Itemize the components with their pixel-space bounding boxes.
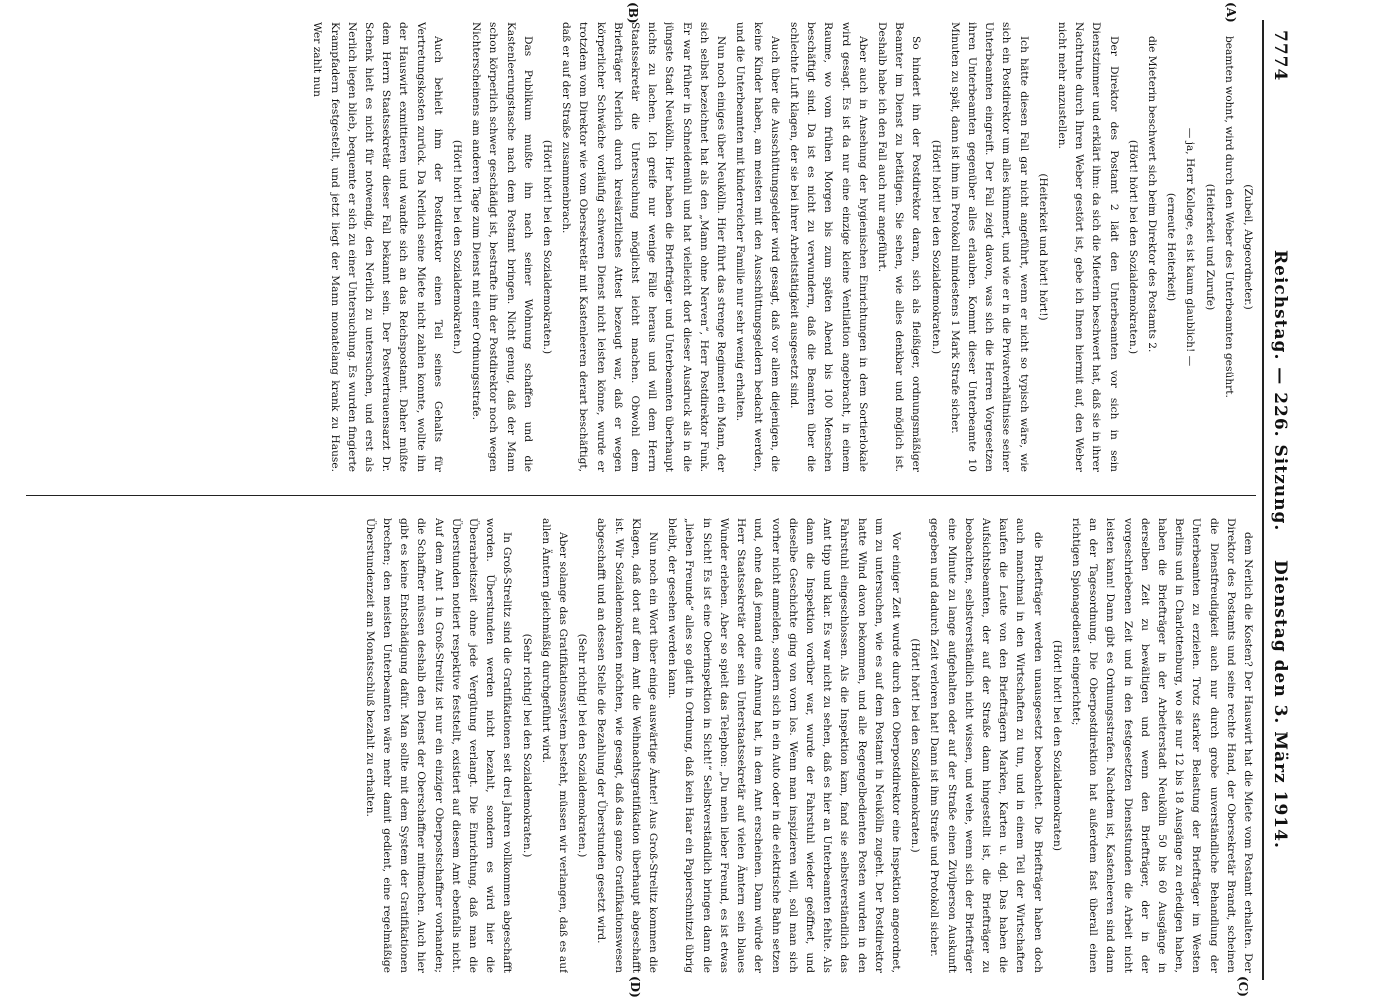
left-column-paragraph: Der Direktor des Postamt 2 lädt den Unterbeamten vor sich in sein Dienstzimmer und erklärt ihm: da sich die Mieterin beschwert hat, daß sie in ihrer Nachtruhe durch Ihren Weber gestört ist, gebe ich Ihnen hiermit auf, den Weber nicht mehr anzustellen. xyxy=(1055,22,1120,472)
right-column-paragraph: (Sehr richtig! bei den Sozialdemokraten.) xyxy=(520,633,533,858)
left-column-paragraph: (Heiterkeit und Zurufe) xyxy=(1203,183,1216,311)
left-column-paragraph: So hindert ihn der Postdirektor daran, sich als fleißiger, ordnungsmäßiger Beamter im Dienst zu betätigen. Sie sehen, wie alles denkbar und möglich ist. Deshalb habe ich den Fall auch nur angeführt. xyxy=(875,22,923,472)
header-rule xyxy=(1262,20,1264,980)
left-column-paragraph: (Hört! hört! bei den Sozialdemokraten.) xyxy=(541,139,554,355)
right-column-paragraph: (Hört! hört! bei den Sozialdemokraten.) xyxy=(909,638,922,853)
left-column-paragraph: (erneute Heiterkeit) xyxy=(1165,192,1178,302)
left-column-paragraph: (Hört! hört! bei den Sozialdemokraten.) xyxy=(929,139,942,355)
left-column-paragraph: Aber auch in Ansehung der hygienischen Einrichtungen in dem Sortierlokale wird gesagt. Es ist da nur eine einzige kleine Ventilation angebracht, in einem Raume, wo vom frühen Morgen bis zum späten Abend bis 100 Menschen beschäftigt sind. Da ist es nicht zu verwundern, daß die Beamten über die schlechte Luft klagen, der sie bei ihrer Arbeitstätigkeit ausgesetzt sind. xyxy=(787,22,869,472)
right-column-paragraph: dem Nerlich die Kosten? Der Hauswirt hat die Miete vom Postamt erhalten. Der Direktor des Postamts und seine rechte Hand, der Obersekretär Brandt, scheinen die Dienstfreudigkeit auch nur durch grobe unverständliche Behandlung der Unterbeamten zu erzielen. Trotz starker Belastung der Briefträger im Westen Berlins und in Charlottenburg, wo sie nur 12 bis 18 Ausgänge zu erledigen haben, haben die Briefträger in der Arbeiterstadt Neukölln 50 bis 60 Ausgänge in derselben Zeit zu bewältigen und wenn den Briefträger, der in der vorgeschriebenen Zeit und in den festgesetzten Dienststunden die Arbeit nicht leisten kann! Dann gibt es Ordnungsstrafen. Nachdem ist, Kastenleeren sind dann an der Tagesordnung. Die Oberpostdirektion hat außerdem fast überall einen richtigen Spionagedienst eingerichtet; xyxy=(1069,518,1254,973)
left-column-paragraph: Ich hätte diesen Fall gar nicht angeführt, wenn er nicht so typisch wäre, wie sich ein Postdirektor um alles kümmert, und wie er in die Privatverhältnisse seiner Unterbeamten eingreift. Der Fall zeigt davon, was sich die Herren Vorgesetzen ihren Unterbeamten gegenüber alles erlauben. Kommt dieser Unterbeamte 10 Minuten zu spät, dann ist ihm im Protokoll mindestens 1 Mark Strafe sicher. xyxy=(948,22,1030,472)
right-column xyxy=(26,518,1256,973)
right-column-paragraph: Vor einiger Zeit wurde durch den Oberpostdirektor eine Inspektion angeordnet, um zu untersuchen, wie es auf dem Postamt in Neukölln zugeht. Der Postdirektor hatte Wind davon bekommen, und alle Regengelbedienten Posten wurden in den Fahrstuhl eingeschlossen. Als die Inspektion kam, fand sie selbstverständlich das Amt tipp und klar. Es war nicht zu sehen, daß es hier an Unterbeamten fehlte. Als dann die Inspektion vorüber war, wurde der Fahrstuhl wieder geöffnet, und dieselbe Geschichte ging von vorn los. Wenn man inspizieren will, soll man sich vorher nicht anmelden, sondern sich in ein Auto oder in die elektrische Bahn setzen und, ohne daß jemand eine Ahnung hat, in dem Amt erscheinen. Dann würde der Herr Staatssekretär oder sein Unterstaatssekretär auf vielen Ämtern sein blaues Wunder erleben. Aber so spielt das Telephon: „Du mein lieber Freund, es ist etwas in Sicht! Es ist eine Oberinspektion in Sicht!“ Selbstverständlich bringen dann die „lieben Freunde“ alles so glatt in Ordnung, daß kein Haar ein Papierschnitzel übrig bleibt, der gesehen werden kann. xyxy=(666,518,902,973)
left-column-paragraph: Nun noch einiges über Neukölln. Hier führt das strenge Regiment ein Mann, der sich selbst bezeichnet hat als den „Mann ohne Nerven“, Herr Postdirektor Funk. Er war früher in Schneidemühl und hat vielleicht dort dieser Ausdruck als in die jüngste Stadt Neukölln. Hier haben die Briefträger und Unterbeamten überhaupt nichts zu lachen. Ich greife nur wenige Fälle heraus und will dem Herrn Staatssekretär die Untersuchung möglichst leicht machen. Obwohl dem Briefträger Nerlich durch kreisärztliches Attest bezeugt war, daß er wegen körperlicher Schwäche vorläufig schweren Dienst nicht leisten könne, wurde er trotzdem vom Direktor wie vom Obersekretär mit Kastenleeren derart beschäftigt, daß er auf der Straße zusammenbrach. xyxy=(560,22,728,472)
column-divider xyxy=(26,495,1256,496)
left-column xyxy=(26,22,1256,472)
right-column-paragraph: Aber solange das Gratifikationssystem besteht, müssen wir verlangen, daß es auf allen Ämtern gleichmäßig durchgeführt wird. xyxy=(539,518,570,973)
page-title: Reichstag. — 226. Sitzung. xyxy=(1270,250,1290,532)
left-column-paragraph: Auch über die Ausschüttungsgelder wird gesagt, daß vor allem diejenigen, die keine Kinder haben, am meisten mit den Ausschüttungsgeldern bedacht werden, und die Unterbeamten mit kinderreicher Familie nur sehr wenig erhalten. xyxy=(734,22,781,472)
left-column-paragraph: (Hört! hört! bei den Sozialdemokraten.) xyxy=(1126,139,1139,355)
right-column-paragraph: Nun noch ein Wort über einige auswärtige Ämter! Aus Groß-Strelitz kommen die Klagen, daß dort auf dem Amt die Weihnachtsgratifikation überhaupt abgeschafft ist. Wir Sozialdemokraten möchten, wie gesagt, daß das ganze Gratifikationswesen abgeschafft und an dessen Stelle die Bezahlung der Überstunden gesetzt wird. xyxy=(595,518,660,973)
right-column-paragraph: In Groß-Strelitz sind die Gratifikationen seit drei Jahren vollkommen abgeschafft worden. Überstunden werden nicht bezahlt, sondern es wird hier die Überarbeitszeit ohne jede Vergütung verlangt. Die Einrichtung, daß man die Überstunden notiert respektive feststellt, existiert auf diesem Amt ebenfalls nicht. Auf dem Amt 1 in Groß-Strelitz ist nur ein einziger Oberpostschaffner vorhanden; die Schaffner müssen deshalb den Dienst der Oberschaffner mitmachen. Auch hier gibt es keine Entschädigung dafür. Man sollte mit dem System der Gratifikationen brechen; den meisten Unterbeamten wäre mehr damit gedient, eine regelmäßige Überstundenzeit am Monatsschluß bezahlt zu erhalten. xyxy=(363,518,514,973)
left-column-paragraph: Auch behielt ihm der Postdirektor einen Teil seines Gehalts für Vertretungskosten zurück. Da Nerlich seine Miete nicht zahlen konnte, wollte ihn der Hauswirt exmittieren und wandte sich an das Reichspostamt. Daher müßte dem Herrn Staatssekretär dieser Fall bekannt sein. Der Postvertrauensarzt Dr. Schenk hielt es nicht für notwendig, den Nerlich zu untersuchen, und erst als Nerlich liegen blieb, bequemte er sich zu einer Untersuchung. Es wurden fingierte Krampfadern festgestellt, und jetzt liegt der Mann monatelang krank zu Hause. Wer zahlt nun xyxy=(311,22,444,472)
margin-letter-d: (D) xyxy=(628,976,642,998)
left-column-paragraph: beamten wohnt, wird durch den Weber des Unterbeamten gesührt. xyxy=(1222,36,1235,398)
left-column-paragraph: die Mieterin beschwert sich beim Direktor des Postamts 2. xyxy=(1145,36,1158,353)
right-column-paragraph: (Hört! hört! bei den Sozialdemokraten) xyxy=(1050,640,1063,851)
margin-letter-c: (C) xyxy=(1236,976,1250,997)
page-number: 7774 xyxy=(1270,30,1290,82)
margin-letter-a: (A) xyxy=(1224,2,1238,23)
left-column-paragraph: — ja, Herr Kollege, es ist kaum glaublich! — xyxy=(1184,127,1197,367)
left-column-paragraph: (Zubeil, Abgeordneter.) xyxy=(1242,184,1254,310)
page-header xyxy=(1258,0,1300,1000)
margin-letter-b: (B) xyxy=(626,2,640,24)
left-column-paragraph: (Heiterkeit und hört! hört!) xyxy=(1036,173,1049,321)
page-date: Dienstag den 3. März 1914. xyxy=(1270,560,1290,849)
right-column-paragraph: die Briefträger werden unausgesetzt beobachtet. Die Briefträger haben doch auch manchmal in den Wirtschaften zu tun, und in einem Teil der Wirtschaften kaufen die Leute von den Briefträgern Marken, Karten u. dgl. Das haben die Aufsichtsbeamten, der auf der Straße dann hingestellt ist, die Briefträger zu beobachten, selbstverständlich nicht wissen, und wehe, wenn sich der Briefträger eine Minute zu lange aufgehalten oder auf der Straße einen Zivilperson Auskunft gegeben und dadurch Zeit verloren hat! Dann ist ihm Strafe und Protokoll sicher. xyxy=(928,518,1044,973)
left-column-paragraph: Das Publikum mußte ihn nach seiner Wohnung schaffen und die Kastenleerungstasche nach dem Postamt bringen. Nicht genug, daß der Mann schon körperlich schwer geschädigt ist, bestrafte ihn der Postdirektor noch wegen Nichterscheinens am anderen Tage zum Dienst mit einer Ordnungsstrafe. xyxy=(470,22,534,472)
left-column-paragraph: (Hört! hört! bei den Sozialdemokraten.) xyxy=(451,139,464,355)
right-column-paragraph: (Sehr richtig! bei den Sozialdemokraten.) xyxy=(576,633,589,858)
